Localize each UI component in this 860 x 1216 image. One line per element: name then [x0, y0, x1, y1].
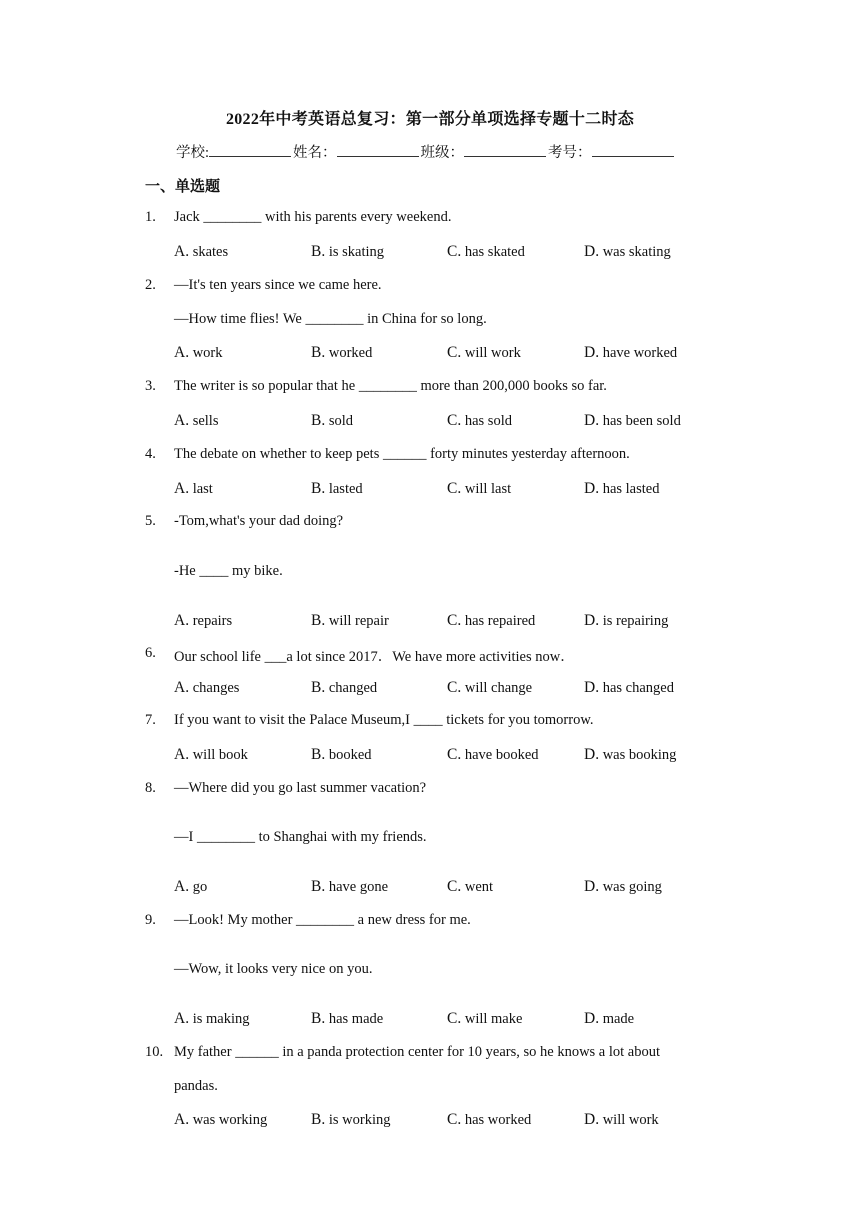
answer-option-a[interactable]	[174, 1111, 267, 1129]
answer-option-c[interactable]	[447, 412, 512, 430]
question-stem-line: —Wow, it looks very nice on you.	[174, 961, 373, 977]
option-text: repairs	[189, 613, 233, 629]
option-letter: A.	[174, 746, 190, 763]
answer-option-b[interactable]	[311, 344, 372, 362]
question-number: 5.	[145, 513, 156, 529]
option-letter: D.	[584, 480, 600, 497]
question-stem-line: —I ________ to Shanghai with my friends.	[174, 829, 427, 845]
answer-option-a[interactable]	[174, 480, 213, 498]
answer-option-b[interactable]	[311, 480, 363, 498]
answer-options	[174, 746, 734, 766]
question-stem-line: Our school life ___a lot since 2017．We have more activities now．	[174, 649, 575, 665]
answer-option-c[interactable]	[447, 344, 521, 362]
option-letter: B.	[311, 480, 326, 497]
option-letter: A.	[174, 679, 190, 696]
answer-options	[174, 878, 734, 898]
answer-options	[174, 480, 734, 500]
option-letter: C.	[447, 878, 462, 895]
option-text: skates	[189, 244, 229, 260]
option-text: will repair	[325, 613, 389, 629]
answer-options	[174, 1010, 734, 1030]
option-text: was working	[189, 1112, 268, 1128]
option-letter: D.	[584, 878, 600, 895]
option-letter: C.	[447, 1010, 462, 1027]
option-letter: A.	[174, 412, 190, 429]
option-text: sells	[189, 413, 219, 429]
answer-option-a[interactable]	[174, 412, 218, 430]
option-text: booked	[325, 747, 372, 763]
option-letter: C.	[447, 679, 462, 696]
answer-option-d[interactable]	[584, 243, 671, 261]
option-letter: B.	[311, 1111, 326, 1128]
exam-number-label: 考号：	[548, 145, 592, 161]
option-letter: D.	[584, 612, 600, 629]
option-text: go	[189, 879, 208, 895]
option-letter: D.	[584, 1111, 600, 1128]
answer-option-c[interactable]	[447, 612, 535, 630]
name-blank	[337, 142, 419, 157]
option-text: have booked	[461, 747, 539, 763]
answer-options	[174, 243, 734, 263]
option-letter: C.	[447, 480, 462, 497]
option-text: was skating	[599, 244, 671, 260]
option-text: has lasted	[599, 481, 660, 497]
option-letter: B.	[311, 344, 326, 361]
page-title: 2022年中考英语总复习：第一部分单项选择专题十二时态	[225, 111, 635, 128]
option-letter: B.	[311, 1010, 326, 1027]
answer-options	[174, 679, 734, 699]
answer-option-a[interactable]	[174, 679, 239, 697]
question-stem-line: —How time flies! We ________ in China for so long.	[174, 311, 487, 327]
answer-option-b[interactable]	[311, 746, 372, 764]
option-letter: D.	[584, 344, 600, 361]
option-letter: D.	[584, 243, 600, 260]
answer-option-d[interactable]	[584, 480, 659, 498]
answer-options	[174, 1111, 734, 1131]
question-number: 4.	[145, 446, 156, 462]
question-number: 6.	[145, 645, 156, 661]
option-letter: B.	[311, 243, 326, 260]
option-letter: D.	[584, 1010, 600, 1027]
option-letter: B.	[311, 746, 326, 763]
name-label: 姓名：	[293, 145, 337, 161]
question-stem-line: My father ______ in a panda protection center for 10 years, so he knows a lot about	[174, 1044, 661, 1060]
option-letter: D.	[584, 746, 600, 763]
answer-option-a[interactable]	[174, 878, 207, 896]
answer-option-b[interactable]	[311, 679, 377, 697]
option-letter: A.	[174, 1111, 190, 1128]
option-letter: C.	[447, 612, 462, 629]
question-number: 2.	[145, 277, 156, 293]
student-info-line	[176, 141, 676, 162]
option-letter: B.	[311, 878, 326, 895]
answer-options	[174, 412, 734, 432]
option-text: has repaired	[461, 613, 536, 629]
option-letter: A.	[174, 1010, 190, 1027]
option-text: made	[599, 1011, 635, 1027]
option-text: have worked	[599, 345, 678, 361]
option-text: is repairing	[599, 613, 669, 629]
question-stem-line: -He ____ my bike.	[174, 563, 283, 579]
question-number: 9.	[145, 912, 156, 928]
answer-option-d[interactable]	[584, 679, 674, 697]
option-letter: C.	[447, 746, 462, 763]
option-letter: D.	[584, 412, 600, 429]
answer-option-a[interactable]	[174, 1010, 250, 1028]
answer-option-c[interactable]	[447, 878, 493, 896]
section-heading: 一、单选题	[145, 179, 221, 195]
option-letter: A.	[174, 612, 190, 629]
class-blank	[464, 142, 546, 157]
answer-options	[174, 612, 734, 632]
option-text: has been sold	[599, 413, 681, 429]
option-letter: B.	[311, 612, 326, 629]
option-letter: A.	[174, 243, 190, 260]
option-text: has changed	[599, 680, 674, 696]
option-letter: C.	[447, 243, 462, 260]
answer-option-b[interactable]	[311, 1010, 383, 1028]
option-text: changed	[325, 680, 378, 696]
option-letter: C.	[447, 344, 462, 361]
option-letter: D.	[584, 679, 600, 696]
option-text: sold	[325, 413, 354, 429]
question-number: 3.	[145, 378, 156, 394]
answer-option-d[interactable]	[584, 746, 676, 764]
answer-option-a[interactable]	[174, 243, 228, 261]
option-text: worked	[325, 345, 373, 361]
option-letter: A.	[174, 344, 190, 361]
school-blank	[209, 142, 291, 157]
answer-option-c[interactable]	[447, 243, 525, 261]
option-text: have gone	[325, 879, 389, 895]
option-text: is working	[325, 1112, 391, 1128]
answer-option-d[interactable]	[584, 344, 677, 362]
option-text: last	[189, 481, 213, 497]
question-number: 8.	[145, 780, 156, 796]
question-stem-line: —Where did you go last summer vacation?	[174, 780, 427, 796]
option-text: will make	[461, 1011, 523, 1027]
option-text: has skated	[461, 244, 525, 260]
answer-option-b[interactable]	[311, 1111, 390, 1129]
answer-option-d[interactable]	[584, 1111, 659, 1129]
class-label: 班级：	[420, 145, 465, 161]
option-letter: C.	[447, 412, 462, 429]
answer-options	[174, 344, 734, 364]
answer-option-a[interactable]	[174, 344, 223, 362]
option-text: work	[189, 345, 223, 361]
option-text: is skating	[325, 244, 385, 260]
answer-option-c[interactable]	[447, 1010, 522, 1028]
answer-option-d[interactable]	[584, 878, 662, 896]
option-text: is making	[189, 1011, 250, 1027]
answer-option-d[interactable]	[584, 612, 668, 630]
option-letter: A.	[174, 480, 190, 497]
option-text: changes	[189, 680, 240, 696]
answer-option-b[interactable]	[311, 612, 389, 630]
question-stem-line: pandas.	[174, 1078, 218, 1094]
option-text: has sold	[461, 413, 512, 429]
option-text: went	[461, 879, 494, 895]
answer-option-c[interactable]	[447, 1111, 531, 1129]
question-stem-line: The debate on whether to keep pets ______ forty minutes yesterday afternoon.	[174, 446, 630, 462]
option-text: lasted	[325, 481, 363, 497]
option-text: will last	[461, 481, 512, 497]
option-text: will work	[461, 345, 521, 361]
question-stem-line: —Look! My mother ________ a new dress for me.	[174, 912, 471, 928]
question-number: 10.	[145, 1044, 164, 1060]
question-stem-line: -Tom,what's your dad doing?	[174, 513, 344, 529]
option-text: will book	[189, 747, 248, 763]
answer-option-d[interactable]	[584, 412, 681, 430]
answer-option-c[interactable]	[447, 746, 539, 764]
option-text: has made	[325, 1011, 384, 1027]
answer-option-a[interactable]	[174, 746, 248, 764]
answer-option-d[interactable]	[584, 1010, 634, 1028]
question-stem-line: —It's ten years since we came here.	[174, 277, 382, 293]
question-stem-line: Jack ________ with his parents every weekend.	[174, 209, 452, 225]
question-number: 7.	[145, 712, 156, 728]
option-text: will work	[599, 1112, 659, 1128]
option-text: was booking	[599, 747, 677, 763]
question-stem-line: The writer is so popular that he ________ more than 200,000 books so far.	[174, 378, 607, 394]
option-text: will change	[461, 680, 533, 696]
answer-option-b[interactable]	[311, 412, 353, 430]
answer-option-a[interactable]	[174, 612, 232, 630]
question-number: 1.	[145, 209, 156, 225]
answer-option-b[interactable]	[311, 878, 388, 896]
option-text: has worked	[461, 1112, 532, 1128]
question-stem-line: If you want to visit the Palace Museum,I ____ tickets for you tomorrow.	[174, 712, 594, 728]
option-letter: B.	[311, 412, 326, 429]
school-label: 学校:	[176, 145, 210, 161]
option-letter: C.	[447, 1111, 462, 1128]
answer-option-c[interactable]	[447, 679, 532, 697]
exam-number-blank	[592, 142, 674, 157]
answer-option-b[interactable]	[311, 243, 384, 261]
option-text: was going	[599, 879, 662, 895]
option-letter: A.	[174, 878, 190, 895]
answer-option-c[interactable]	[447, 480, 511, 498]
option-letter: B.	[311, 679, 326, 696]
